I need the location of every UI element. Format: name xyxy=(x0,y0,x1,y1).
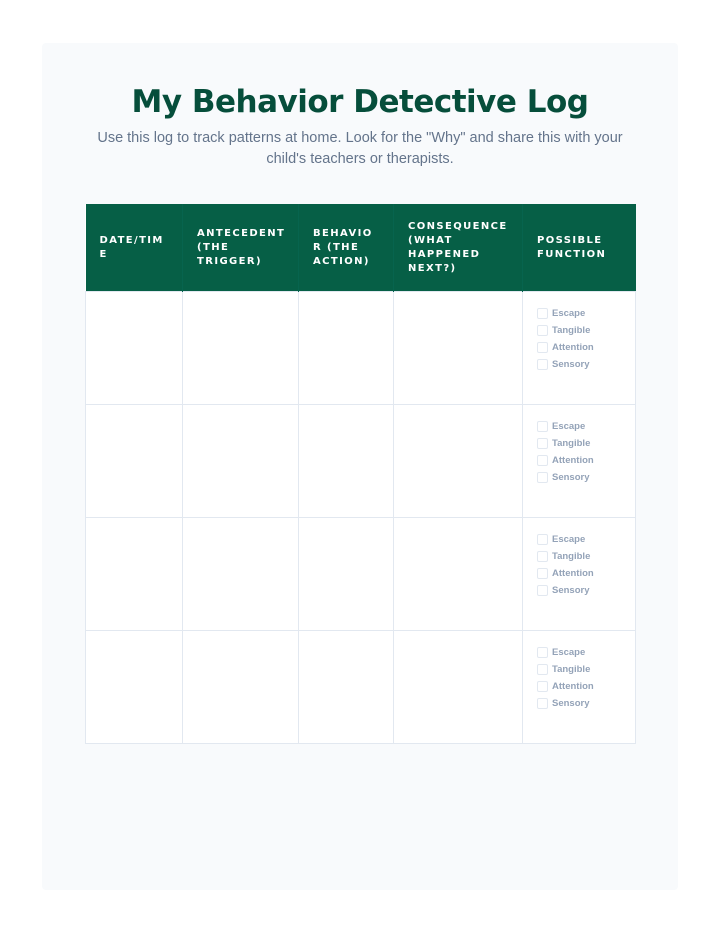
function-option-tangible xyxy=(537,322,635,339)
checkbox-attention[interactable] xyxy=(537,455,548,466)
checkbox-attention[interactable] xyxy=(537,342,548,353)
column-header-possible-function: POSSIBLE FUNCTION xyxy=(523,204,636,292)
behavior-cell[interactable] xyxy=(299,631,394,744)
checkbox-sensory[interactable] xyxy=(537,585,548,596)
checkbox-tangible[interactable] xyxy=(537,438,548,449)
checkbox-tangible[interactable] xyxy=(537,551,548,562)
function-option-tangible xyxy=(537,435,635,452)
possible-function-cell xyxy=(523,518,636,631)
function-option-attention xyxy=(537,339,635,356)
function-options xyxy=(523,292,635,373)
behavior-log-table xyxy=(85,204,636,744)
function-option-attention xyxy=(537,678,635,695)
checkbox-sensory[interactable] xyxy=(537,359,548,370)
function-option-tangible xyxy=(537,661,635,678)
possible-function-cell xyxy=(523,405,636,518)
table-row xyxy=(86,405,636,518)
checkbox-attention[interactable] xyxy=(537,681,548,692)
checkbox-attention[interactable] xyxy=(537,568,548,579)
function-option-label: Attention xyxy=(552,568,594,579)
behavior-cell[interactable] xyxy=(299,292,394,405)
checkbox-escape[interactable] xyxy=(537,421,548,432)
function-option-label: Attention xyxy=(552,342,594,353)
date-time-cell[interactable] xyxy=(86,405,183,518)
function-options xyxy=(523,631,635,712)
possible-function-cell xyxy=(523,292,636,405)
function-option-label: Tangible xyxy=(552,551,591,562)
date-time-cell[interactable] xyxy=(86,292,183,405)
table-row xyxy=(86,631,636,744)
page-subtitle: Use this log to track patterns at home. Look for the "Why" and share this with your child's teachers or therapists. xyxy=(97,130,623,167)
function-option-sensory xyxy=(537,695,635,712)
function-option-label: Sensory xyxy=(552,585,590,596)
consequence-cell[interactable] xyxy=(394,292,523,405)
checkbox-tangible[interactable] xyxy=(537,325,548,336)
function-options xyxy=(523,518,635,599)
table-row xyxy=(86,518,636,631)
function-option-label: Escape xyxy=(552,308,586,319)
date-time-cell[interactable] xyxy=(86,518,183,631)
table-row xyxy=(86,292,636,405)
function-option-escape xyxy=(537,644,635,661)
behavior-cell[interactable] xyxy=(299,518,394,631)
table-body xyxy=(86,292,636,744)
function-option-sensory xyxy=(537,356,635,373)
possible-function-cell xyxy=(523,631,636,744)
antecedent-cell[interactable] xyxy=(183,631,299,744)
function-option-label: Tangible xyxy=(552,664,591,675)
page-title: My Behavior Detective Log xyxy=(131,84,589,120)
function-option-attention xyxy=(537,565,635,582)
function-option-escape xyxy=(537,418,635,435)
consequence-cell[interactable] xyxy=(394,518,523,631)
function-option-label: Sensory xyxy=(552,698,590,709)
column-header-antecedent: ANTECEDENT (THE TRIGGER) xyxy=(183,204,299,292)
checkbox-tangible[interactable] xyxy=(537,664,548,675)
function-option-label: Sensory xyxy=(552,472,590,483)
function-option-label: Attention xyxy=(552,681,594,692)
checkbox-sensory[interactable] xyxy=(537,472,548,483)
antecedent-cell[interactable] xyxy=(183,518,299,631)
function-option-tangible xyxy=(537,548,635,565)
function-option-sensory xyxy=(537,469,635,486)
function-option-label: Escape xyxy=(552,647,586,658)
checkbox-sensory[interactable] xyxy=(537,698,548,709)
table-header-row xyxy=(86,204,636,292)
checkbox-escape[interactable] xyxy=(537,534,548,545)
date-time-cell[interactable] xyxy=(86,631,183,744)
function-option-label: Tangible xyxy=(552,438,591,449)
column-header-consequence: CONSEQUENCE (WHAT HAPPENED NEXT?) xyxy=(394,204,523,292)
checkbox-escape[interactable] xyxy=(537,647,548,658)
function-option-label: Escape xyxy=(552,421,586,432)
behavior-cell[interactable] xyxy=(299,405,394,518)
function-option-label: Tangible xyxy=(552,325,591,336)
column-header-date-time: DATE/TIME xyxy=(86,204,183,292)
function-option-attention xyxy=(537,452,635,469)
function-option-sensory xyxy=(537,582,635,599)
function-option-label: Attention xyxy=(552,455,594,466)
antecedent-cell[interactable] xyxy=(183,405,299,518)
consequence-cell[interactable] xyxy=(394,631,523,744)
function-options xyxy=(523,405,635,486)
checkbox-escape[interactable] xyxy=(537,308,548,319)
function-option-label: Sensory xyxy=(552,359,590,370)
consequence-cell[interactable] xyxy=(394,405,523,518)
function-option-escape xyxy=(537,305,635,322)
function-option-label: Escape xyxy=(552,534,586,545)
function-option-escape xyxy=(537,531,635,548)
antecedent-cell[interactable] xyxy=(183,292,299,405)
column-header-behavior: BEHAVIOR (THE ACTION) xyxy=(299,204,394,292)
